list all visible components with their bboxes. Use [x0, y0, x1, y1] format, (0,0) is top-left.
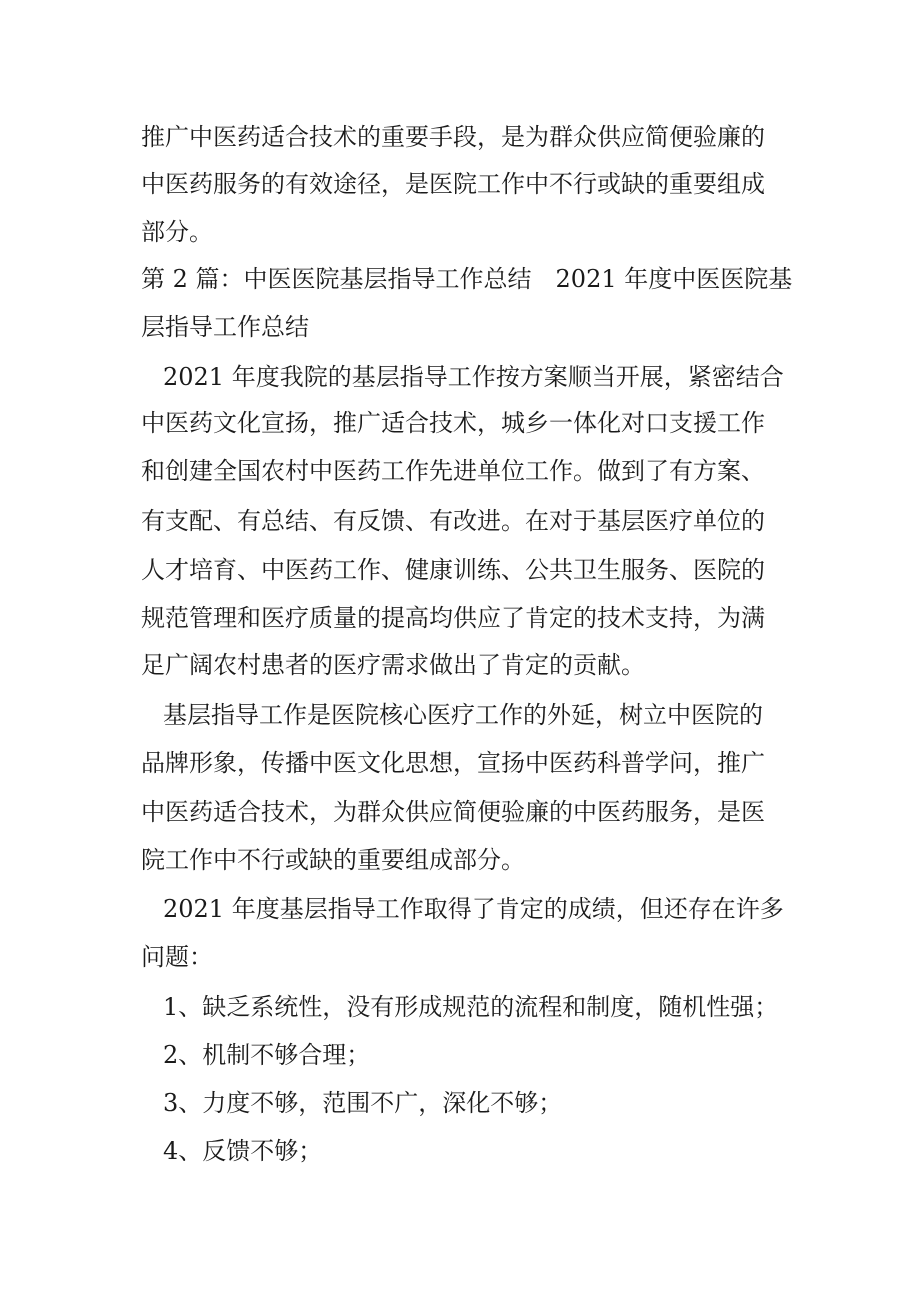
body-text-line: 中医药服务的有效途径，是医院工作中不行或缺的重要组成	[141, 170, 765, 198]
list-item: 1、缺乏系统性，没有形成规范的流程和制度，随机性强；	[163, 993, 779, 1021]
section-heading-line: 层指导工作总结	[141, 313, 309, 341]
body-text-line: 品牌形象，传播中医文化思想，宣扬中医药科普学问，推广	[141, 749, 765, 777]
list-item: 2、机制不够合理；	[163, 1041, 371, 1069]
section-heading-line: 第 2 篇：中医医院基层指导工作总结 2021 年度中医医院基	[141, 265, 793, 293]
body-text-line: 规范管理和医疗质量的提高均供应了肯定的技术支持，为满	[141, 604, 765, 632]
body-text-line: 部分。	[141, 218, 213, 246]
paragraph-first-line: 基层指导工作是医院核心医疗工作的外延，树立中医院的	[163, 701, 763, 729]
body-text-line: 院工作中不行或缺的重要组成部分。	[141, 846, 525, 874]
list-item: 4、反馈不够；	[163, 1137, 323, 1165]
body-text-line: 问题：	[141, 943, 213, 971]
body-text-line: 足广阔农村患者的医疗需求做出了肯定的贡献。	[141, 651, 645, 679]
body-text-line: 和创建全国农村中医药工作先进单位工作。做到了有方案、	[141, 457, 765, 485]
list-item: 3、力度不够，范围不广，深化不够；	[163, 1089, 563, 1117]
body-text-line: 有支配、有总结、有反馈、有改进。在对于基层医疗单位的	[141, 507, 765, 535]
body-text-line: 推广中医药适合技术的重要手段，是为群众供应简便验廉的	[141, 123, 765, 151]
body-text-line: 中医药适合技术，为群众供应简便验廉的中医药服务，是医	[141, 798, 765, 826]
paragraph-first-line: 2021 年度基层指导工作取得了肯定的成绩，但还存在许多	[163, 895, 784, 923]
paragraph-first-line: 2021 年度我院的基层指导工作按方案顺当开展，紧密结合	[163, 363, 784, 391]
body-text-line: 中医药文化宣扬，推广适合技术，城乡一体化对口支援工作	[141, 409, 765, 437]
body-text-line: 人才培育、中医药工作、健康训练、公共卫生服务、医院的	[141, 556, 765, 584]
